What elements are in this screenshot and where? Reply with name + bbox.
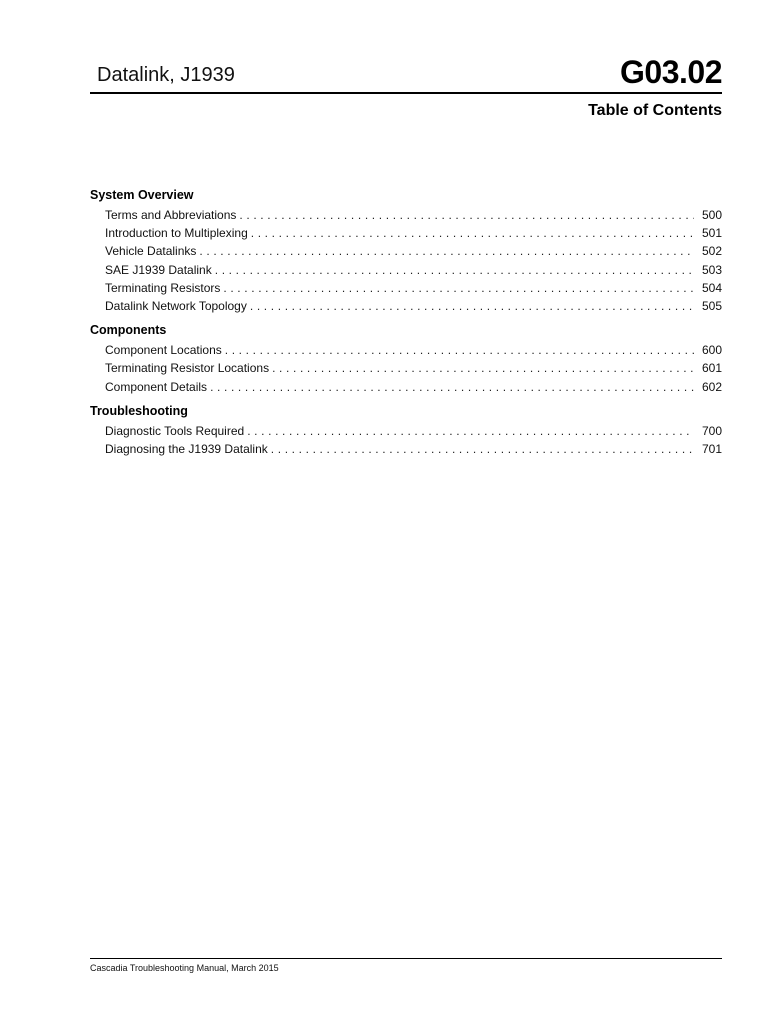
entry-page: 600 [701, 343, 722, 358]
entry-label: Terminating Resistors [105, 280, 221, 295]
footer-rule [90, 958, 722, 959]
entry-page: 701 [701, 441, 722, 456]
entry-label: Terminating Resistor Locations [105, 361, 270, 376]
dot-leader [250, 297, 694, 315]
toc-entry[interactable] [90, 359, 722, 377]
section-code: G03.02 [620, 54, 722, 90]
toc-entry[interactable] [90, 242, 722, 260]
entry-page: 602 [701, 379, 722, 394]
entry-page: 502 [701, 244, 722, 259]
page-subtitle: Table of Contents [588, 102, 722, 119]
dot-leader [271, 440, 694, 458]
toc-entry[interactable] [90, 297, 722, 315]
toc-entry[interactable] [90, 378, 722, 396]
section-heading: Troubleshooting [90, 403, 188, 418]
toc-entry[interactable] [90, 279, 722, 297]
dot-leader [210, 378, 694, 396]
toc-entry[interactable] [90, 261, 722, 279]
entry-label: Introduction to Multiplexing [105, 226, 248, 241]
dot-leader [199, 242, 694, 260]
entry-label: SAE J1939 Datalink [105, 262, 212, 277]
section-heading: System Overview [90, 188, 194, 202]
dot-leader [272, 359, 694, 377]
entry-label: Component Details [105, 379, 208, 394]
toc-section-components [90, 321, 722, 396]
header-rule [90, 92, 722, 94]
dot-leader [215, 261, 694, 279]
entry-label: Datalink Network Topology [105, 298, 247, 313]
dot-leader [223, 279, 694, 297]
entry-page: 500 [701, 208, 722, 222]
dot-leader [225, 341, 694, 359]
section-name: Datalink, J1939 [97, 64, 235, 86]
entry-page: 504 [701, 280, 722, 295]
toc-entry[interactable] [90, 341, 722, 359]
dot-leader [251, 224, 694, 242]
entry-label: Diagnosing the J1939 Datalink [105, 441, 268, 456]
toc-entry[interactable] [90, 422, 722, 440]
toc-entry[interactable] [90, 224, 722, 242]
toc-entry[interactable] [90, 206, 722, 224]
entry-label: Component Locations [105, 343, 222, 358]
table-of-contents [90, 186, 722, 464]
entry-label: Vehicle Datalinks [105, 244, 197, 259]
dot-leader [247, 422, 694, 440]
toc-section-system-overview [90, 186, 722, 315]
toc-section-troubleshooting [90, 402, 722, 458]
toc-entry[interactable] [90, 440, 722, 458]
footer-text: Cascadia Troubleshooting Manual, March 2015 [90, 963, 279, 973]
entry-page: 505 [701, 298, 722, 313]
entry-label: Diagnostic Tools Required [105, 423, 245, 438]
entry-page: 601 [701, 361, 722, 376]
entry-page: 700 [701, 423, 722, 438]
dot-leader [239, 206, 694, 224]
entry-page: 501 [701, 226, 722, 241]
entry-page: 503 [701, 262, 722, 277]
section-heading: Components [90, 323, 167, 338]
entry-label: Terms and Abbreviations [105, 208, 237, 222]
